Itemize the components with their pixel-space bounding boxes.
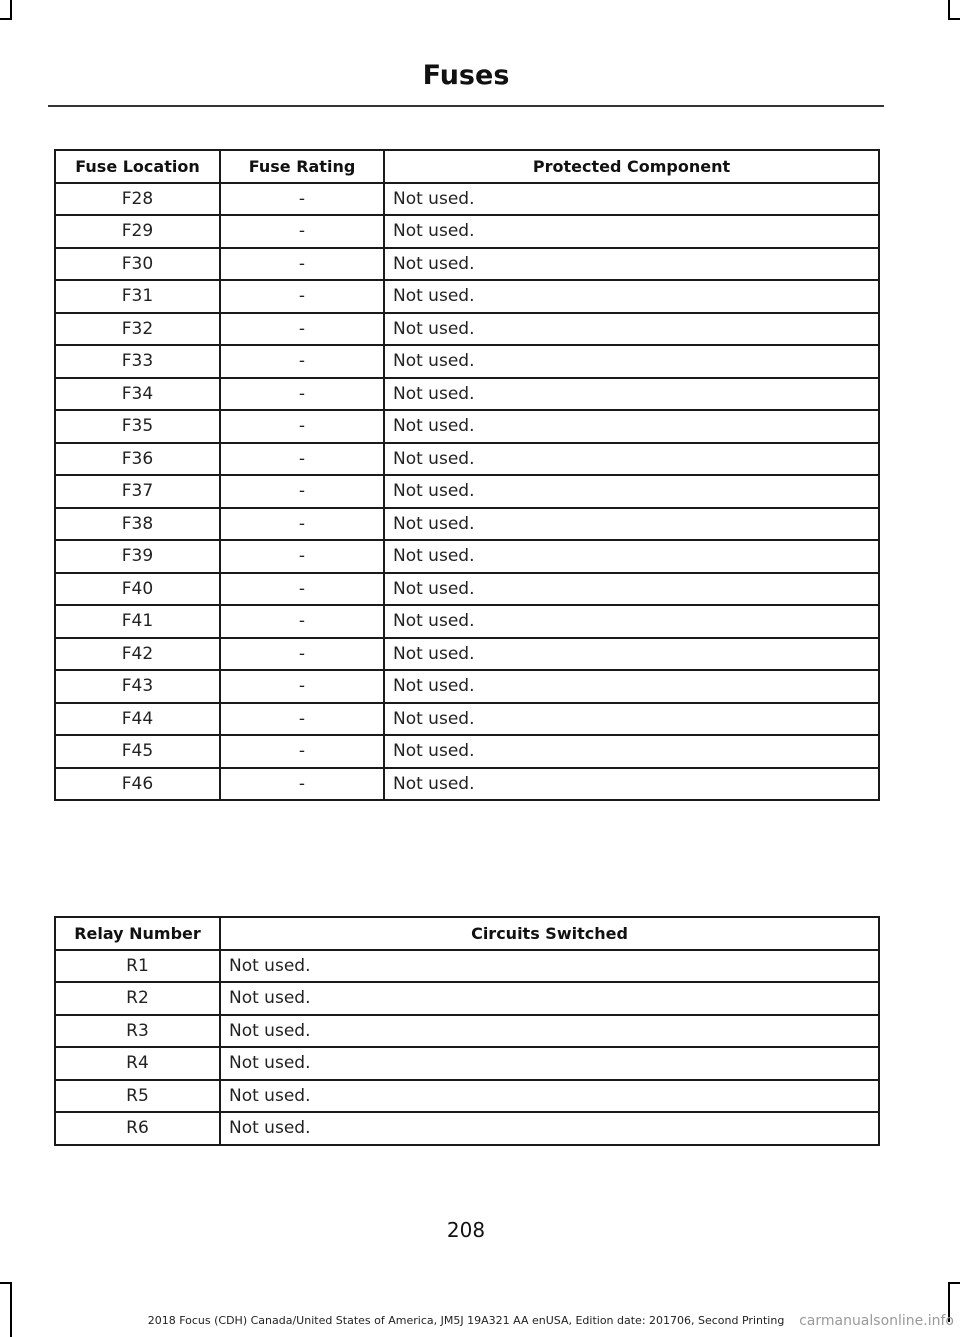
fuse-location-cell: F29 (55, 215, 220, 248)
fuse-rating-cell: - (220, 215, 384, 248)
fuse-rating-cell: - (220, 378, 384, 411)
table-row (55, 950, 879, 983)
fuse-location-cell: F33 (55, 345, 220, 378)
fuse-location-cell: F40 (55, 573, 220, 606)
table-row (55, 982, 879, 1015)
relay-table (54, 916, 880, 1146)
column-header-protected-component: Protected Component (384, 150, 879, 183)
protected-component-cell: Not used. (384, 475, 879, 508)
table-row (55, 735, 879, 768)
fuse-rating-cell: - (220, 280, 384, 313)
fuse-location-cell: F45 (55, 735, 220, 768)
page-title: Fuses (422, 60, 510, 91)
fuse-location-cell: F37 (55, 475, 220, 508)
fuse-location-cell: F35 (55, 410, 220, 443)
crop-mark-top-right-h (948, 18, 960, 20)
crop-mark-bottom-left-v (10, 1282, 12, 1337)
table-row (55, 540, 879, 573)
fuse-rating-cell: - (220, 573, 384, 606)
protected-component-cell: Not used. (384, 378, 879, 411)
column-header-circuits-switched: Circuits Switched (220, 917, 879, 950)
edition-footer: 2018 Focus (CDH) Canada/United States of America, JM5J 19A321 AA enUSA, Edition date: 201706, Second Printing (147, 1314, 785, 1327)
relay-number-cell: R1 (55, 950, 220, 983)
fuse-rating-cell: - (220, 410, 384, 443)
fuse-location-cell: F39 (55, 540, 220, 573)
relay-table-header-row (55, 917, 879, 950)
protected-component-cell: Not used. (384, 540, 879, 573)
protected-component-cell: Not used. (384, 183, 879, 216)
protected-component-cell: Not used. (384, 313, 879, 346)
fuse-rating-cell: - (220, 703, 384, 736)
fuse-rating-cell: - (220, 735, 384, 768)
table-row (55, 573, 879, 606)
protected-component-cell: Not used. (384, 573, 879, 606)
crop-mark-top-left-v (10, 0, 12, 20)
table-row (55, 313, 879, 346)
relay-number-cell: R4 (55, 1047, 220, 1080)
fuse-rating-cell: - (220, 508, 384, 541)
table-row (55, 475, 879, 508)
fuse-rating-cell: - (220, 768, 384, 801)
crop-mark-bottom-right-h (948, 1282, 960, 1284)
table-row (55, 378, 879, 411)
protected-component-cell: Not used. (384, 638, 879, 671)
table-row (55, 508, 879, 541)
table-row (55, 410, 879, 443)
fuse-rating-cell: - (220, 248, 384, 281)
fuse-location-cell: F34 (55, 378, 220, 411)
protected-component-cell: Not used. (384, 410, 879, 443)
fuse-location-cell: F28 (55, 183, 220, 216)
table-row (55, 183, 879, 216)
watermark: carmanualsonline.info (799, 1313, 954, 1329)
fuse-rating-cell: - (220, 605, 384, 638)
relay-number-cell: R2 (55, 982, 220, 1015)
fuse-location-cell: F44 (55, 703, 220, 736)
column-header-relay-number: Relay Number (55, 917, 220, 950)
title-divider (48, 105, 884, 107)
circuits-switched-cell: Not used. (220, 1047, 879, 1080)
fuse-location-cell: F42 (55, 638, 220, 671)
protected-component-cell: Not used. (384, 703, 879, 736)
protected-component-cell: Not used. (384, 508, 879, 541)
protected-component-cell: Not used. (384, 670, 879, 703)
crop-mark-bottom-left-h (0, 1282, 12, 1284)
relay-number-cell: R6 (55, 1112, 220, 1145)
column-header-fuse-rating: Fuse Rating (220, 150, 384, 183)
table-row (55, 248, 879, 281)
protected-component-cell: Not used. (384, 248, 879, 281)
table-row (55, 215, 879, 248)
table-row (55, 768, 879, 801)
table-row (55, 1047, 879, 1080)
fuse-rating-cell: - (220, 475, 384, 508)
table-row (55, 670, 879, 703)
circuits-switched-cell: Not used. (220, 1015, 879, 1048)
fuse-table-header-row (55, 150, 879, 183)
table-row (55, 1015, 879, 1048)
fuse-rating-cell: - (220, 313, 384, 346)
protected-component-cell: Not used. (384, 605, 879, 638)
table-row (55, 280, 879, 313)
protected-component-cell: Not used. (384, 443, 879, 476)
relay-number-cell: R3 (55, 1015, 220, 1048)
protected-component-cell: Not used. (384, 280, 879, 313)
table-row (55, 1080, 879, 1113)
fuse-location-cell: F32 (55, 313, 220, 346)
fuse-rating-cell: - (220, 183, 384, 216)
fuse-rating-cell: - (220, 443, 384, 476)
protected-component-cell: Not used. (384, 768, 879, 801)
fuse-rating-cell: - (220, 638, 384, 671)
fuse-location-cell: F31 (55, 280, 220, 313)
fuse-location-cell: F30 (55, 248, 220, 281)
table-row (55, 443, 879, 476)
circuits-switched-cell: Not used. (220, 950, 879, 983)
fuse-rating-cell: - (220, 540, 384, 573)
table-row (55, 638, 879, 671)
fuse-table (54, 149, 880, 801)
circuits-switched-cell: Not used. (220, 982, 879, 1015)
fuse-location-cell: F38 (55, 508, 220, 541)
crop-mark-top-right-v (948, 0, 950, 20)
circuits-switched-cell: Not used. (220, 1112, 879, 1145)
protected-component-cell: Not used. (384, 345, 879, 378)
table-row (55, 1112, 879, 1145)
column-header-fuse-location: Fuse Location (55, 150, 220, 183)
fuse-location-cell: F46 (55, 768, 220, 801)
fuse-location-cell: F36 (55, 443, 220, 476)
crop-mark-top-left-h (0, 18, 12, 20)
table-row (55, 345, 879, 378)
circuits-switched-cell: Not used. (220, 1080, 879, 1113)
table-row (55, 703, 879, 736)
page-number: 208 (446, 1218, 486, 1242)
fuse-rating-cell: - (220, 345, 384, 378)
protected-component-cell: Not used. (384, 735, 879, 768)
fuse-location-cell: F43 (55, 670, 220, 703)
table-row (55, 605, 879, 638)
relay-number-cell: R5 (55, 1080, 220, 1113)
fuse-rating-cell: - (220, 670, 384, 703)
fuse-location-cell: F41 (55, 605, 220, 638)
protected-component-cell: Not used. (384, 215, 879, 248)
